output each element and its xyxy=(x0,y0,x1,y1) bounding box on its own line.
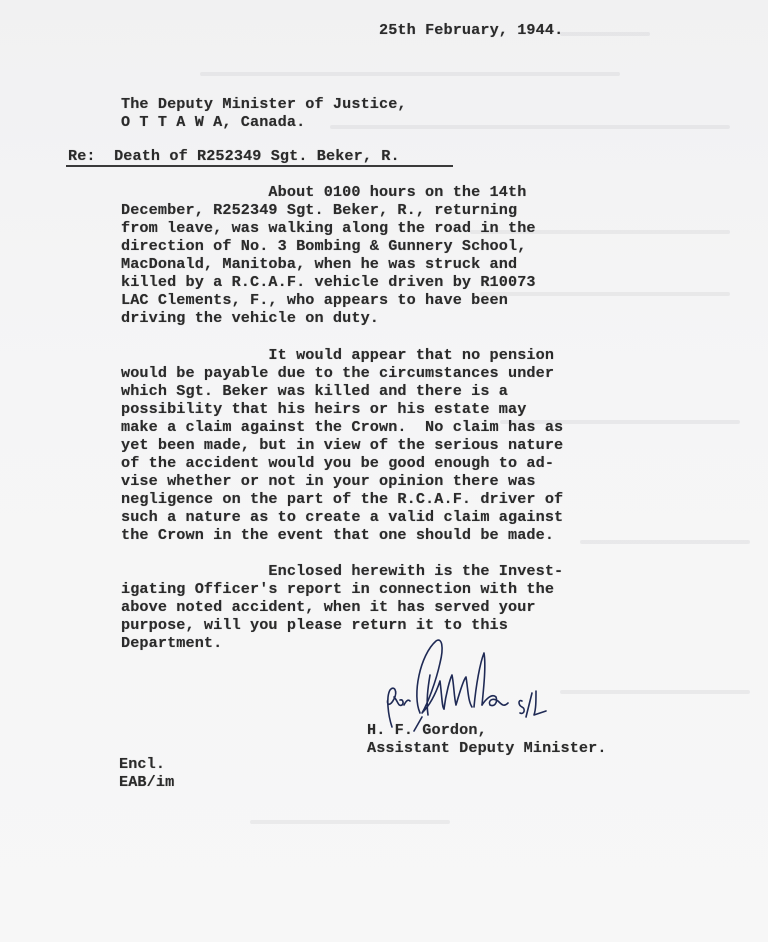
text-line: of the accident would you be good enough to ad- xyxy=(121,454,555,472)
text-line: such a nature as to create a valid claim against xyxy=(121,508,564,526)
show-through-mark xyxy=(250,820,450,824)
text-line: vise whether or not in your opinion there was xyxy=(121,472,536,490)
text-line: MacDonald, Manitoba, when he was struck and xyxy=(121,255,518,273)
text-line: possibility that his heirs or his estate may xyxy=(121,400,527,418)
text-line: the Crown in the event that one should be made. xyxy=(121,526,555,544)
text-line: Enclosed herewith is the Invest- xyxy=(121,562,564,580)
signatory-name: H. F. Gordon, xyxy=(367,721,487,739)
text-line: yet been made, but in view of the serious nature xyxy=(121,436,564,454)
show-through-mark xyxy=(200,72,620,76)
text-line: killed by a R.C.A.F. vehicle driven by R10073 xyxy=(121,273,536,291)
text-line: direction of No. 3 Bombing & Gunnery School, xyxy=(121,237,527,255)
subject-underline xyxy=(66,165,453,167)
text-line: December, R252349 Sgt. Beker, R., returning xyxy=(121,201,518,219)
enclosure-note: Encl. xyxy=(119,755,166,773)
subject-line: Re: Death of R252349 Sgt. Beker, R. xyxy=(68,147,400,165)
reference-initials: EAB/im xyxy=(119,773,175,791)
signatory-block xyxy=(367,721,607,757)
show-through-mark xyxy=(560,32,650,36)
addressee-line: O T T A W A, Canada. xyxy=(121,113,306,131)
text-line: About 0100 hours on the 14th xyxy=(121,183,527,201)
signatory-title: Assistant Deputy Minister. xyxy=(367,739,607,757)
text-line: negligence on the part of the R.C.A.F. driver of xyxy=(121,490,564,508)
text-line: Department. xyxy=(121,634,223,652)
paragraph-1 xyxy=(121,183,536,327)
text-line: LAC Clements, F., who appears to have been xyxy=(121,291,508,309)
text-line: driving the vehicle on duty. xyxy=(121,309,379,327)
text-line: which Sgt. Beker was killed and there is a xyxy=(121,382,508,400)
footer-block xyxy=(119,755,174,791)
letter-date: 25th February, 1944. xyxy=(379,21,564,39)
text-line: would be payable due to the circumstances under xyxy=(121,364,555,382)
text-line: from leave, was walking along the road in the xyxy=(121,219,536,237)
show-through-mark xyxy=(560,690,750,694)
text-line: make a claim against the Crown. No claim has as xyxy=(121,418,564,436)
addressee-block xyxy=(121,95,407,131)
text-line: above noted accident, when it has served your xyxy=(121,598,536,616)
addressee-line: The Deputy Minister of Justice, xyxy=(121,95,407,113)
text-line: igating Officer's report in connection with the xyxy=(121,580,555,598)
show-through-mark xyxy=(580,540,750,544)
text-line: purpose, will you please return it to this xyxy=(121,616,508,634)
text-line: It would appear that no pension xyxy=(121,346,555,364)
handwritten-signature xyxy=(370,635,580,735)
paragraph-2 xyxy=(121,346,563,544)
